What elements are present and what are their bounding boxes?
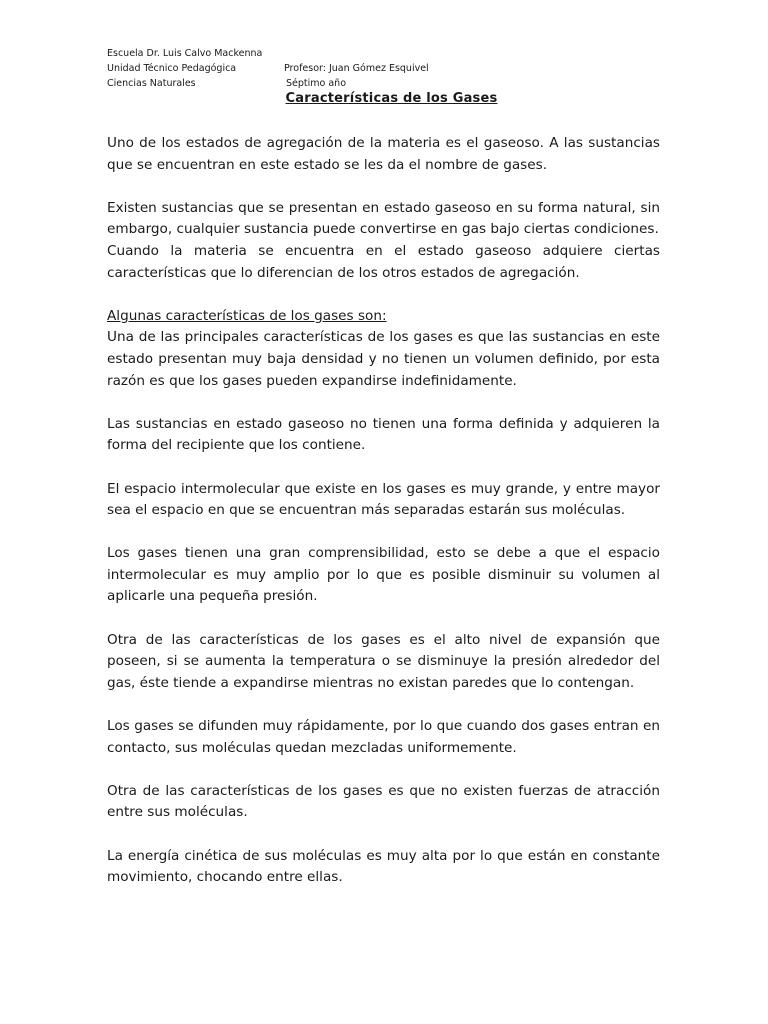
teacher-name: Profesor: Juan Gómez Esquivel bbox=[284, 63, 429, 74]
paragraph-diffusion: Los gases se difunden muy rápidamente, por lo que cuando dos gases entran en contacto, sus moléculas quedan mezcladas uniformemente. bbox=[107, 718, 660, 756]
page-title bbox=[0, 91, 768, 106]
paragraph-intro: Uno de los estados de agregación de la materia es el gaseoso. A las sustancias que se encuentran en este estado se les da el nombre de gases. bbox=[107, 135, 660, 173]
grade-level: Séptimo año bbox=[286, 78, 347, 89]
section-subheading: Algunas características de los gases son: bbox=[107, 307, 387, 324]
unit-name: Unidad Técnico Pedagógica bbox=[107, 63, 237, 74]
paragraph-attraction-forces: Otra de las características de los gases es que no existen fuerzas de atracción entre sus moléculas. bbox=[107, 782, 660, 821]
header-row-1 bbox=[107, 46, 667, 61]
document-header bbox=[107, 46, 667, 91]
document-body bbox=[107, 133, 660, 910]
paragraph-shape: Las sustancias en estado gaseoso no tienen una forma definida y adquieren la forma del recipiente que los contiene. bbox=[107, 415, 660, 454]
paragraph-expansion: Otra de las características de los gases es el alto nivel de expansión que poseen, si se aumenta la temperatura o se disminuye la presión alrededor del gas, éste tiende a expandirse mientras no existan paredes que lo contengan. bbox=[107, 631, 660, 691]
subject-name: Ciencias Naturales bbox=[107, 78, 196, 89]
page-title-text: Características de los Gases bbox=[285, 91, 498, 106]
paragraph-kinetic-energy: La energía cinética de sus moléculas es muy alta por lo que están en constante movimiento, chocando entre ellas. bbox=[107, 847, 660, 886]
school-name: Escuela Dr. Luis Calvo Mackenna bbox=[107, 48, 263, 59]
header-row-2 bbox=[107, 61, 667, 76]
paragraph-intermolecular-space: El espacio intermolecular que existe en los gases es muy grande, y entre mayor sea el espacio en que se encuentran más separadas estarán sus moléculas. bbox=[107, 480, 660, 519]
paragraph-natural-form: Existen sustancias que se presentan en estado gaseoso en su forma natural, sin embargo, cualquier sustancia puede convertirse en gas bajo ciertas condiciones. bbox=[107, 199, 660, 238]
paragraph-compressibility: Los gases tienen una gran comprensibilidad, esto se debe a que el espacio intermolecular es muy amplio por lo que es posible disminuir su volumen al aplicarle una pequeña presión. bbox=[107, 545, 660, 605]
paragraph-properties: Cuando la materia se encuentra en el estado gaseoso adquiere ciertas características que lo diferencian de los otros estados de agregación. bbox=[107, 242, 660, 281]
paragraph-density: Una de las principales características de los gases es que las sustancias en este estado presentan muy baja densidad y no tienen un volumen definido, por esta razón es que los gases pueden expandirse indefinidamente. bbox=[107, 329, 660, 389]
header-row-3 bbox=[107, 76, 667, 91]
